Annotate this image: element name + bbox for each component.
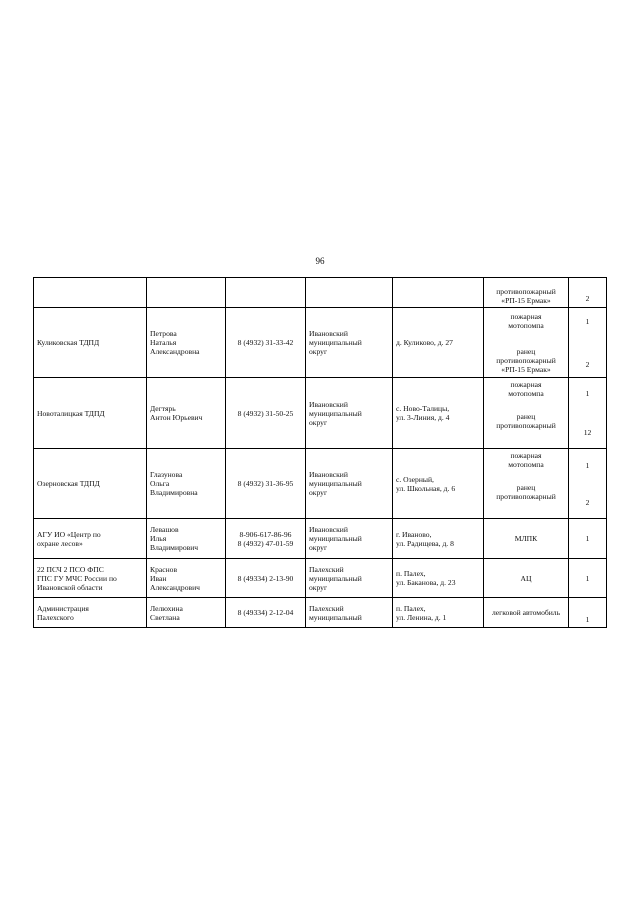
contact-cell: Лелюхина Светлана: [147, 598, 226, 628]
district-cell: Ивановский муниципальный округ: [306, 449, 393, 519]
equipment-cell: [484, 449, 569, 519]
quantity-cell: [569, 519, 607, 559]
org-cell: Администрация Палехского: [34, 598, 147, 628]
address-cell: с. Озерный, ул. Школьная, д. 6: [393, 449, 484, 519]
contact-cell: Глазунова Ольга Владимировна: [147, 449, 226, 519]
quantity-cell: [569, 559, 607, 598]
contact-cell: Дегтярь Антон Юрьевич: [147, 378, 226, 449]
phone-cell: [226, 278, 306, 308]
quantity-value: 1: [585, 615, 590, 624]
equipment-item: АЦ: [520, 573, 532, 583]
equipment-item: пожарная мотопомпа: [508, 451, 544, 469]
quantity-cell: [569, 449, 607, 519]
quantity-value: 2: [585, 359, 590, 369]
quantity-cell: [569, 378, 607, 449]
district-cell: Палехский муниципальный округ: [306, 559, 393, 598]
district-cell: Ивановский муниципальный округ: [306, 378, 393, 449]
quantity-value: 1: [585, 389, 590, 398]
district-cell: Палехский муниципальный: [306, 598, 393, 628]
quantity-cell: [569, 278, 607, 308]
address-cell: [393, 278, 484, 308]
org-cell: [34, 278, 147, 308]
equipment-cell: [484, 278, 569, 308]
equipment-cell: [484, 308, 569, 378]
phone-cell: 8-906-617-86-96 8 (4932) 47-01-59: [226, 519, 306, 559]
district-cell: Ивановский муниципальный округ: [306, 308, 393, 378]
equipment-cell: [484, 559, 569, 598]
equipment-cell: [484, 378, 569, 449]
org-cell: Куликовская ТДПД: [34, 308, 147, 378]
address-cell: с. Ново-Талицы, ул. 3-Линия, д. 4: [393, 378, 484, 449]
equipment-item: противопожарный «РП-15 Ермак»: [496, 286, 556, 305]
quantity-value: 12: [583, 428, 592, 437]
org-cell: 22 ПСЧ 2 ПСО ФПС ГПС ГУ МЧС России по Ивановской области: [34, 559, 147, 598]
contact-cell: [147, 278, 226, 308]
table-row: [34, 449, 607, 519]
quantity-value: 1: [585, 573, 590, 583]
address-cell: п. Палех, ул. Баканова, д. 23: [393, 559, 484, 598]
district-cell: Ивановский муниципальный округ: [306, 519, 393, 559]
phone-cell: 8 (49334) 2-13-90: [226, 559, 306, 598]
org-cell: АГУ ИО «Центр по охране лесов»: [34, 519, 147, 559]
org-cell: Новоталицкая ТДПД: [34, 378, 147, 449]
address-cell: д. Куликово, д. 27: [393, 308, 484, 378]
equipment-item: ранец противопожарный: [496, 412, 556, 430]
phone-cell: 8 (49334) 2-12-04: [226, 598, 306, 628]
address-cell: г. Иваново, ул. Радищева, д. 8: [393, 519, 484, 559]
address-cell: п. Палех, ул. Ленина, д. 1: [393, 598, 484, 628]
equipment-item: пожарная мотопомпа: [508, 311, 544, 330]
quantity-value: 1: [585, 460, 590, 470]
equipment-item: ранец противопожарный: [496, 483, 556, 501]
equipment-cell: [484, 519, 569, 559]
phone-cell: 8 (4932) 31-36-95: [226, 449, 306, 519]
phone-cell: 8 (4932) 31-33-42: [226, 308, 306, 378]
equipment-item: МЛПК: [514, 534, 538, 543]
equipment-cell: [484, 598, 569, 628]
org-cell: Озерновская ТДПД: [34, 449, 147, 519]
quantity-cell: [569, 308, 607, 378]
quantity-cell: [569, 598, 607, 628]
quantity-value: 2: [585, 497, 590, 507]
contact-cell: Левашов Илья Владимирович: [147, 519, 226, 559]
equipment-item: легковой автомобиль: [491, 608, 561, 617]
quantity-value: 1: [585, 534, 590, 543]
table-row: [34, 519, 607, 559]
table-row: [34, 559, 607, 598]
equipment-item: пожарная мотопомпа: [508, 380, 544, 398]
quantity-value: 2: [585, 294, 590, 303]
contact-cell: Краснов Иван Александрович: [147, 559, 226, 598]
quantity-value: 1: [585, 316, 590, 326]
table-row: [34, 308, 607, 378]
page-number: 96: [315, 256, 325, 266]
resources-table: [33, 277, 607, 628]
table-row: [34, 598, 607, 628]
table-row: [34, 278, 607, 308]
contact-cell: Петрова Наталья Александровна: [147, 308, 226, 378]
phone-cell: 8 (4932) 31-50-25: [226, 378, 306, 449]
equipment-item: ранец противопожарный «РП-15 Ермак»: [496, 346, 556, 374]
district-cell: [306, 278, 393, 308]
table-row: [34, 378, 607, 449]
